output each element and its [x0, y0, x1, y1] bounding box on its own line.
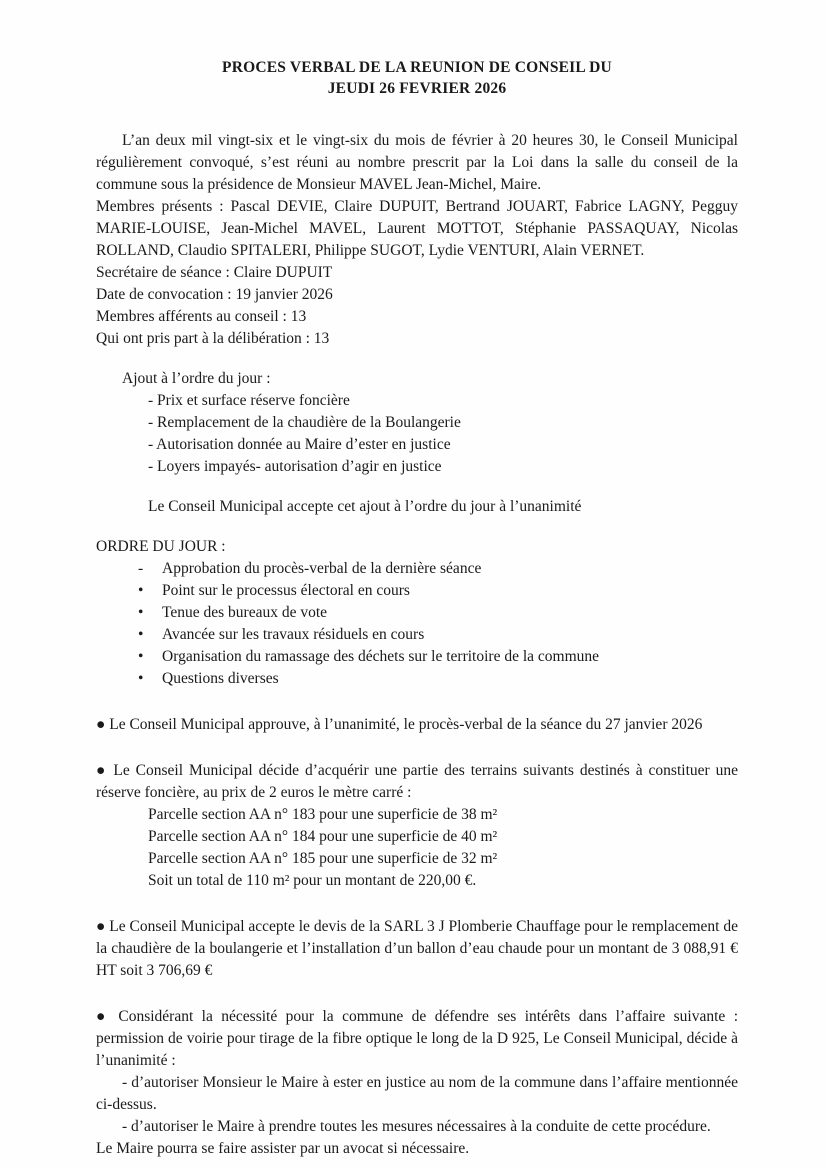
- convocation-date-line: Date de convocation : 19 janvier 2026: [96, 285, 333, 303]
- bullet-icon: •: [138, 581, 144, 599]
- list-item: - Remplacement de la chaudière de la Boulangerie: [148, 413, 461, 431]
- list-item: Parcelle section AA n° 185 pour une superficie de 32 m²: [148, 849, 498, 867]
- list-item: [130, 602, 738, 624]
- list-item: Soit un total de 110 m² pour un montant de 220,00 €.: [148, 871, 477, 889]
- members-present-paragraph: Membres présents : Pascal DEVIE, Claire DUPUIT, Bertrand JOUART, Fabrice LAGNY, Pegguy MARIE-LOUISE, Jean-Michel MAVEL, Laurent MOTTOT, Stéphanie PASSAQUAY, Nicolas ROLLAND, Claudio SPITALERI, Philippe SUGOT, Lydie VENTURI, Alain VERNET.: [96, 197, 738, 259]
- resolution-text: Le Conseil Municipal accepte le devis de la SARL 3 J Plomberie Chauffage pour le remplacement de la chaudière de la boulangerie et l’installation d’un ballon d’eau chaude pour un montant de 3 088,91 € HT soit 3 706,69 €: [96, 917, 739, 979]
- resolution-text: Considérant la nécessité pour la commune de défendre ses intérêts dans l’affaire suivante : permission de voirie pour tirage de la fibre optique le long de la D 925, Le Conseil Municipal, décide à l’unanimité :: [96, 1007, 739, 1069]
- resolution-bullet-icon: ●: [96, 715, 106, 733]
- resolution-bullet-icon: ●: [96, 761, 108, 779]
- bullet-icon: •: [138, 647, 144, 665]
- resolution-2: [96, 760, 738, 804]
- page-title: [96, 58, 738, 100]
- resolution-bullet-icon: ●: [96, 1007, 110, 1025]
- spacer: [96, 478, 738, 496]
- list-item: Parcelle section AA n° 183 pour une superficie de 38 m²: [148, 805, 498, 823]
- resolution-4-subitem-1: - d’autoriser Monsieur le Maire à ester en justice au nom de la commune dans l’affaire mentionnée ci-dessus.: [96, 1073, 738, 1113]
- list-item: [130, 624, 738, 646]
- voters-count-line: Qui ont pris part à la délibération : 13: [96, 329, 330, 347]
- resolution-1: [96, 714, 738, 736]
- resolution-bullet-icon: ●: [96, 917, 106, 935]
- list-item-label: Questions diverses: [162, 669, 279, 687]
- list-item: - Loyers impayés- autorisation d’agir en justice: [148, 457, 442, 475]
- agenda-title: ORDRE DU JOUR :: [96, 537, 226, 555]
- spacer: [96, 982, 738, 1006]
- spacer: [96, 350, 738, 368]
- resolution-text: Le Conseil Municipal décide d’acquérir une partie des terrains suivants destinés à constituer une réserve foncière, au prix de 2 euros le mètre carré :: [96, 761, 738, 801]
- opening-paragraph: L’an deux mil vingt-six et le vingt-six du mois de février à 20 heures 30, le Conseil Municipal régulièrement convoqué, s’est réuni au nombre prescrit par la Loi dans la salle du conseil de la commune sous la présidence de Monsieur MAVEL Jean-Michel, Maire.: [96, 131, 738, 193]
- list-item-label: Avancée sur les travaux résiduels en cours: [162, 625, 425, 643]
- list-item: [130, 558, 738, 580]
- agenda-addition-list: [96, 390, 738, 478]
- agenda-list: [96, 558, 738, 690]
- list-item: [130, 580, 738, 602]
- parcel-list: [96, 804, 738, 892]
- bullet-icon: •: [138, 669, 144, 687]
- list-item-label: Organisation du ramassage des déchets sur le territoire de la commune: [162, 647, 600, 665]
- resolution-4: [96, 1006, 738, 1072]
- list-item: [130, 668, 738, 690]
- bullet-icon: •: [138, 603, 144, 621]
- list-item: - Prix et surface réserve foncière: [148, 391, 350, 409]
- resolution-4-subitem-2: - d’autoriser le Maire à prendre toutes les mesures nécessaires à la conduite de cette procédure.: [122, 1117, 711, 1135]
- spacer: [96, 736, 738, 760]
- resolution-3: [96, 916, 738, 982]
- resolution-4-closing: Le Maire pourra se faire assister par un avocat si nécessaire.: [96, 1139, 470, 1157]
- title-line-1: PROCES VERBAL DE LA REUNION DE CONSEIL DU: [222, 59, 612, 76]
- list-item: Parcelle section AA n° 184 pour une superficie de 40 m²: [148, 827, 498, 845]
- resolution-text: Le Conseil Municipal approuve, à l’unanimité, le procès-verbal de la séance du 27 janvier 2026: [109, 715, 703, 733]
- list-item-label: Point sur le processus électoral en cours: [162, 581, 410, 599]
- bullet-icon: •: [138, 625, 144, 643]
- spacer: [96, 690, 738, 714]
- list-item: - Autorisation donnée au Maire d’ester en justice: [148, 435, 451, 453]
- list-item-label: Tenue des bureaux de vote: [162, 603, 328, 621]
- spacer: [96, 518, 738, 536]
- title-line-2: JEUDI 26 FEVRIER 2026: [327, 79, 507, 97]
- agenda-addition-approval: Le Conseil Municipal accepte cet ajout à l’ordre du jour à l’unanimité: [148, 497, 582, 515]
- list-item-label: Approbation du procès-verbal de la dernière séance: [162, 559, 482, 577]
- members-count-line: Membres afférents au conseil : 13: [96, 307, 307, 325]
- secretary-line: Secrétaire de séance : Claire DUPUIT: [96, 263, 333, 281]
- list-marker: -: [138, 559, 144, 577]
- list-item: [130, 646, 738, 668]
- agenda-addition-title: Ajout à l’ordre du jour :: [122, 369, 271, 387]
- spacer: [96, 892, 738, 916]
